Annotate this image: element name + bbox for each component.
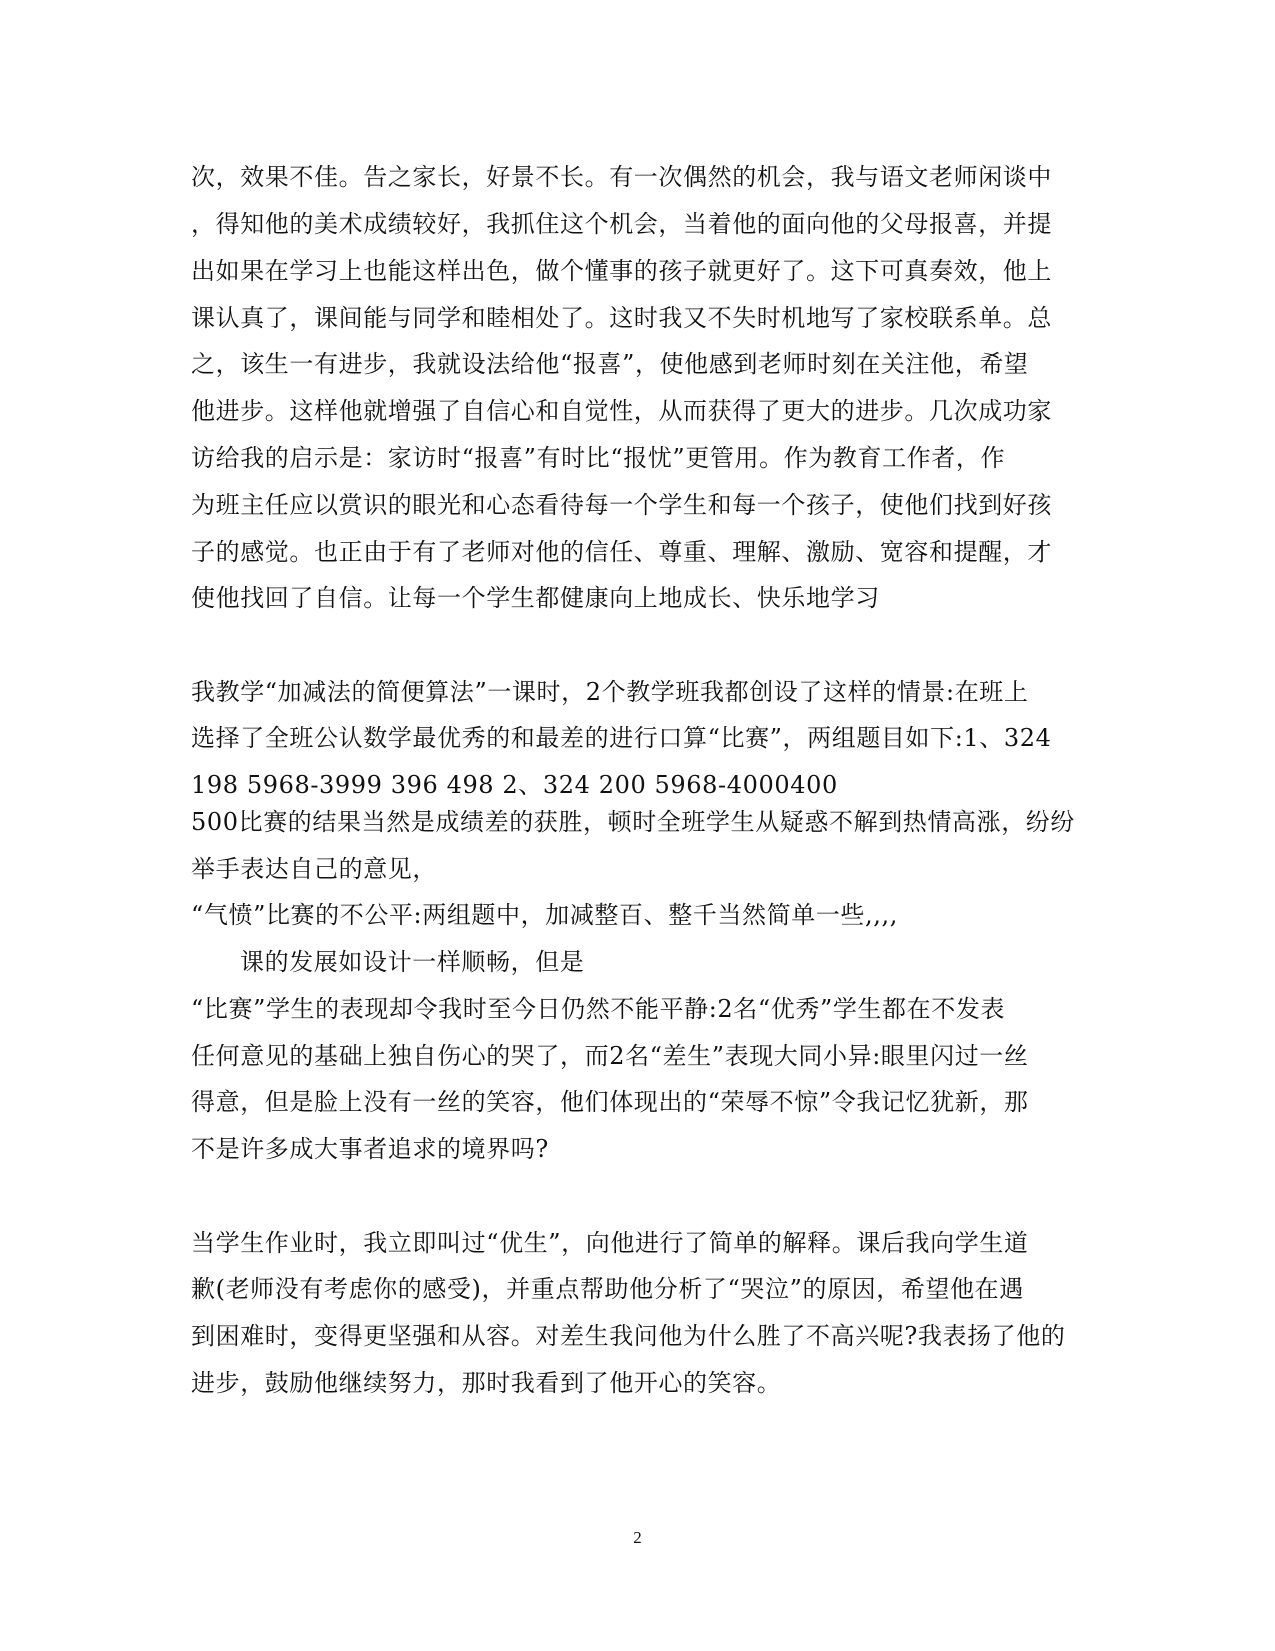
text-line: 访给我的启示是：家访时“报喜”有时比“报忧”更管用。作为教育工作者，作 bbox=[191, 444, 1006, 472]
text-line: 为班主任应以赏识的眼光和心态看待每一个学生和每一个孩子，使他们找到好孩 bbox=[191, 491, 1052, 519]
text-line: 他进步。这样他就增强了自信心和自觉性，从而获得了更大的进步。几次成功家 bbox=[191, 397, 1052, 425]
text-line: “气愤”比赛的不公平:两组题中，加减整百、整千当然简单一些,,,, bbox=[191, 901, 898, 929]
text-line: 得意，但是脸上没有一丝的笑容，他们体现出的“荣辱不惊”令我记忆犹新，那 bbox=[191, 1088, 1029, 1116]
text-line: 次，效果不佳。告之家长，好景不长。有一次偶然的机会，我与语文老师闲谈中 bbox=[191, 163, 1052, 191]
text-line: 子的感觉。也正由于有了老师对他的信任、尊重、理解、激励、宽容和提醒，才 bbox=[191, 538, 1052, 566]
text-line: 500比赛的结果当然是成绩差的获胜，顿时全班学生从疑惑不解到热情高涨，纷纷 bbox=[191, 808, 1076, 836]
text-line: 进步，鼓励他继续努力，那时我看到了他开心的笑容。 bbox=[191, 1369, 782, 1397]
text-line: 不是许多成大事者追求的境界吗? bbox=[191, 1135, 549, 1163]
text-line: 举手表达自己的意见， bbox=[191, 855, 437, 883]
text-line: 出如果在学习上也能这样出色，做个懂事的孩子就更好了。这下可真奏效，他上 bbox=[191, 257, 1052, 285]
text-line: 198 5968-3999 396 498 2、324 200 5968-4000400 bbox=[191, 771, 838, 799]
text-line: 课的发展如设计一样顺畅，但是 bbox=[240, 948, 585, 976]
text-line: 任何意见的基础上独自伤心的哭了，而2名“差生”表现大同小异:眼里闪过一丝 bbox=[191, 1042, 1029, 1070]
text-line: ，得知他的美术成绩较好，我抓住这个机会，当着他的面向他的父母报喜，并提 bbox=[191, 210, 1052, 238]
text-line: 使他找回了自信。让每一个学生都健康向上地成长、快乐地学习 bbox=[191, 584, 880, 612]
text-line: 选择了全班公认数学最优秀的和最差的进行口算“比赛”，两组题目如下:1、324 bbox=[191, 724, 1052, 752]
text-line: 课认真了，课间能与同学和睦相处了。这时我又不失时机地写了家校联系单。总 bbox=[191, 304, 1052, 332]
text-line: 歉(老师没有考虑你的感受)，并重点帮助他分析了“哭泣”的原因，希望他在遇 bbox=[191, 1275, 1024, 1303]
text-line: 当学生作业时，我立即叫过“优生”，向他进行了简单的解释。课后我向学生道 bbox=[191, 1229, 1029, 1257]
page-number: 2 bbox=[633, 1528, 642, 1547]
text-line: 到困难时，变得更坚强和从容。对差生我问他为什么胜了不高兴呢?我表扬了他的 bbox=[191, 1322, 1066, 1350]
text-line: 我教学“加减法的简便算法”一课时，2个教学班我都创设了这样的情景:在班上 bbox=[191, 678, 1029, 706]
text-line: “比赛”学生的表现却令我时至今日仍然不能平静:2名“优秀”学生都在不发表 bbox=[191, 995, 1006, 1023]
text-line: 之，该生一有进步，我就设法给他“报喜”，使他感到老师时刻在关注他，希望 bbox=[191, 350, 1029, 378]
